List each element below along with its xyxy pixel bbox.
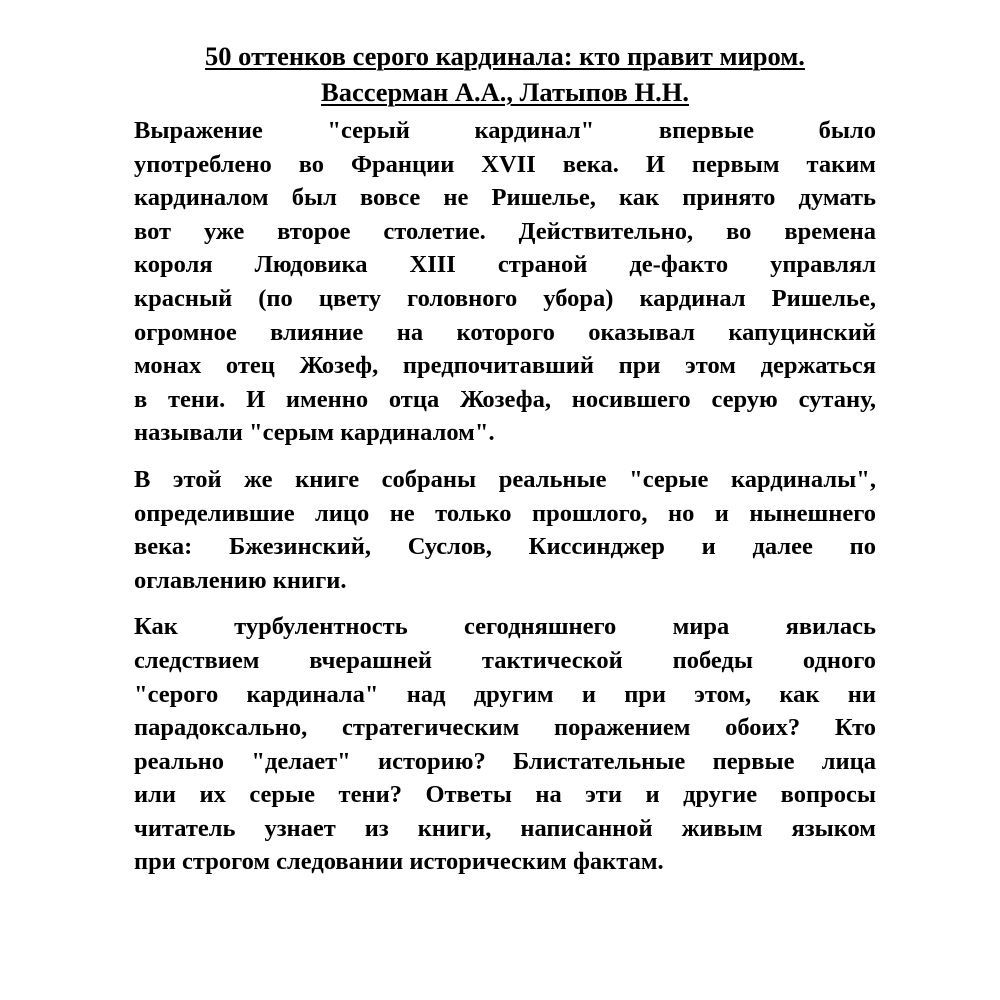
paragraph-line: огромное влияние на которого оказывал капуцинский <box>134 318 876 346</box>
paragraph-line: кардиналом был вовсе не Ришелье, как принято думать <box>134 184 876 212</box>
title-line-book: 50 оттенков серого кардинала: кто правит миром. <box>205 41 805 71</box>
title-line-authors: Вассерман А.А., Латыпов Н.Н. <box>321 77 689 107</box>
document-title <box>134 38 876 110</box>
paragraph-line: В этой же книге собраны реальные "серые кардиналы", <box>134 465 876 493</box>
document-page <box>134 38 876 879</box>
paragraph-book-contents <box>134 463 876 597</box>
paragraph-line: оглавлению книги. <box>134 566 347 594</box>
paragraph-questions <box>134 610 876 879</box>
paragraph-line: "серого кардинала" над другим и при этом, как ни <box>134 680 876 708</box>
paragraph-line: вот уже второе столетие. Действительно, во времена <box>134 217 876 245</box>
paragraph-grey-cardinal-origin <box>134 114 876 450</box>
paragraph-line: называли "серым кардиналом". <box>134 419 495 447</box>
paragraph-line: Как турбулентность сегодняшнего мира явилась <box>134 613 876 641</box>
paragraph-line: употреблено во Франции XVII века. И первым таким <box>134 150 876 178</box>
paragraph-line: читатель узнает из книги, написанной живым языком <box>134 814 876 842</box>
paragraph-line: в тени. И именно отца Жозефа, носившего серую сутану, <box>134 385 876 413</box>
paragraph-line: при строгом следовании историческим фактам. <box>134 848 664 876</box>
paragraph-line: или их серые тени? Ответы на эти и другие вопросы <box>134 781 876 809</box>
paragraph-line: монах отец Жозеф, предпочитавший при этом держаться <box>134 352 876 380</box>
paragraph-line: короля Людовика XIII страной де-факто управлял <box>134 251 876 279</box>
paragraph-line: красный (по цвету головного убора) кардинал Ришелье, <box>134 284 876 312</box>
paragraph-line: определившие лицо не только прошлого, но и нынешнего <box>134 499 876 527</box>
paragraph-line: следствием вчерашней тактической победы одного <box>134 646 876 674</box>
paragraph-line: века: Бжезинский, Суслов, Киссинджер и далее по <box>134 533 876 561</box>
paragraph-line: реально "делает" историю? Блистательные первые лица <box>134 747 876 775</box>
paragraph-line: парадоксально, стратегическим поражением обоих? Кто <box>134 714 876 742</box>
paragraph-line: Выражение "серый кардинал" впервые было <box>134 117 876 144</box>
